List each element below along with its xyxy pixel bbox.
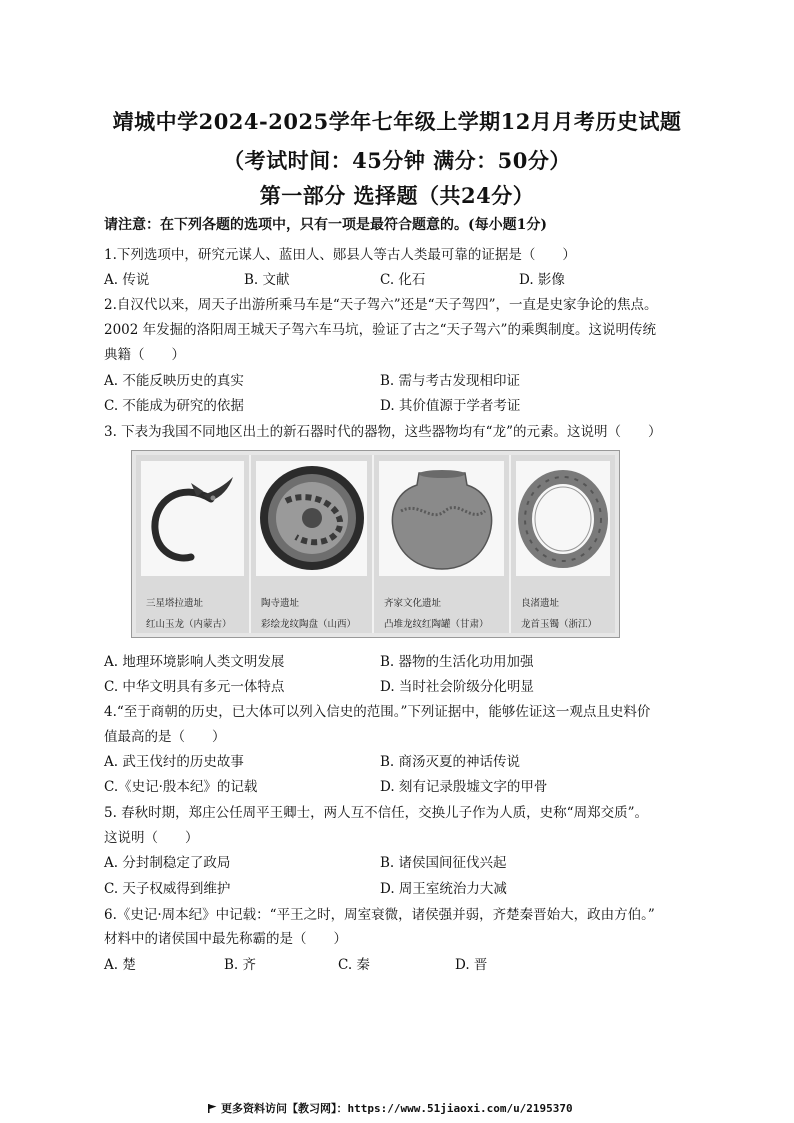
artifact-cell-painted-plate: [251, 455, 374, 633]
q5-option-d: D. 周王室统治力大减: [380, 881, 507, 897]
q6-option-d: D. 晋: [455, 957, 488, 973]
q4-option-a: A. 武王伐纣的历史故事: [104, 754, 244, 770]
notice-text: 请注意：在下列各题的选项中，只有一项是最符合题意的。(每小题1分): [104, 217, 547, 233]
artifact-name-1: 红山玉龙（内蒙古）: [146, 619, 232, 630]
artifact-site-4: 良渚遗址: [521, 598, 560, 609]
q6-stem-line1: 6.《史记·周本纪》中记载：“平王之时，周室衰微，诸侯强并弱，齐楚秦晋始大，政由方伯。”: [104, 907, 655, 923]
q6-option-c: C. 秦: [338, 957, 370, 973]
q6-stem-line2: 材料中的诸侯国中最先称霸的是（ ）: [104, 931, 347, 947]
artifact-site-3: 齐家文化遗址: [384, 598, 442, 609]
q2-option-a: A. 不能反映历史的真实: [104, 373, 244, 389]
q6-option-a: A. 楚: [104, 957, 136, 973]
q2-option-c: C. 不能成为研究的依据: [104, 398, 244, 414]
q5-option-a: A. 分封制稳定了政局: [104, 855, 231, 871]
q2-option-d: D. 其价值源于学者考证: [380, 398, 521, 414]
jade-dragon-image: [141, 461, 244, 576]
footer-link[interactable]: [208, 1100, 573, 1116]
artifact-table: [131, 450, 620, 638]
q4-option-c: C.《史记·殷本纪》的记载: [104, 779, 258, 795]
q3-option-c: C. 中华文明具有多元一体特点: [104, 679, 285, 695]
artifact-cell-jade-dragon: [136, 455, 251, 633]
pottery-jar-image: [379, 461, 504, 576]
artifact-site-1: 三星塔拉遗址: [146, 598, 204, 609]
q1-option-d: D. 影像: [519, 272, 565, 288]
q5-stem-line2: 这说明（ ）: [104, 830, 199, 846]
q5-stem-line1: 5. 春秋时期，郑庄公任周平王卿士，两人互不信任，交换儿子作为人质，史称“周郑交质”。: [104, 805, 648, 821]
artifact-site-2: 陶寺遗址: [261, 598, 300, 609]
exam-subtitle: （考试时间：45分钟 满分：50分）: [223, 148, 571, 173]
q1-option-c: C. 化石: [380, 272, 426, 288]
artifact-name-2: 彩绘龙纹陶盘（山西）: [261, 619, 357, 630]
painted-plate-image: [256, 461, 367, 576]
q3-option-a: A. 地理环境影响人类文明发展: [104, 654, 285, 670]
q4-stem-line1: 4.“至于商朝的历史，已大体可以列入信史的范围。”下列证据中，能够佐证这一观点且史料价: [104, 704, 651, 720]
footer-text: 更多资料访问【教习网】：https://www.51jiaoxi.com/u/2195370: [221, 1102, 573, 1115]
q3-option-b: B. 器物的生活化功用加强: [380, 654, 534, 670]
q4-stem-line2: 值最高的是（ ）: [104, 729, 226, 745]
q3-option-d: D. 当时社会阶级分化明显: [380, 679, 534, 695]
artifact-name-3: 凸堆龙纹红陶罐（甘肃）: [384, 619, 489, 630]
q2-stem-line1: 2.自汉代以来，周天子出游所乘马车是“天子驾六”还是“天子驾四”，一直是史家争论的焦点。: [104, 297, 658, 313]
q1-stem: 1.下列选项中，研究元谋人、蓝田人、郧县人等古人类最可靠的证据是（ ）: [104, 247, 576, 263]
q1-option-b: B. 文献: [244, 272, 290, 288]
q4-option-b: B. 商汤灭夏的神话传说: [380, 754, 521, 770]
q2-stem-line2: 2002 年发掘的洛阳周王城天子驾六车马坑，验证了古之“天子驾六”的乘舆制度。这说明传统: [104, 322, 656, 338]
artifact-cell-pottery-jar: [374, 455, 511, 633]
flag-icon: [208, 1103, 217, 1112]
q1-option-a: A. 传说: [104, 272, 150, 288]
jade-bracelet-image: [516, 461, 610, 576]
q4-option-d: D. 刻有记录殷墟文字的甲骨: [380, 779, 548, 795]
exam-title: 靖城中学2024-2025学年七年级上学期12月月考历史试题: [112, 109, 682, 134]
q3-stem: 3. 下表为我国不同地区出土的新石器时代的器物，这些器物均有“龙”的元素。这说明（ ）: [104, 424, 662, 440]
q6-option-b: B. 齐: [224, 957, 257, 973]
q2-option-b: B. 需与考古发现相印证: [380, 373, 521, 389]
artifact-cell-jade-bracelet: [511, 455, 615, 633]
section-heading: 第一部分 选择题（共24分）: [259, 183, 535, 208]
q5-option-b: B. 诸侯国间征伐兴起: [380, 855, 507, 871]
artifact-name-4: 龙首玉镯（浙江）: [521, 619, 598, 630]
q5-option-c: C. 天子权威得到维护: [104, 881, 231, 897]
q2-stem-line3: 典籍（ ）: [104, 347, 185, 363]
